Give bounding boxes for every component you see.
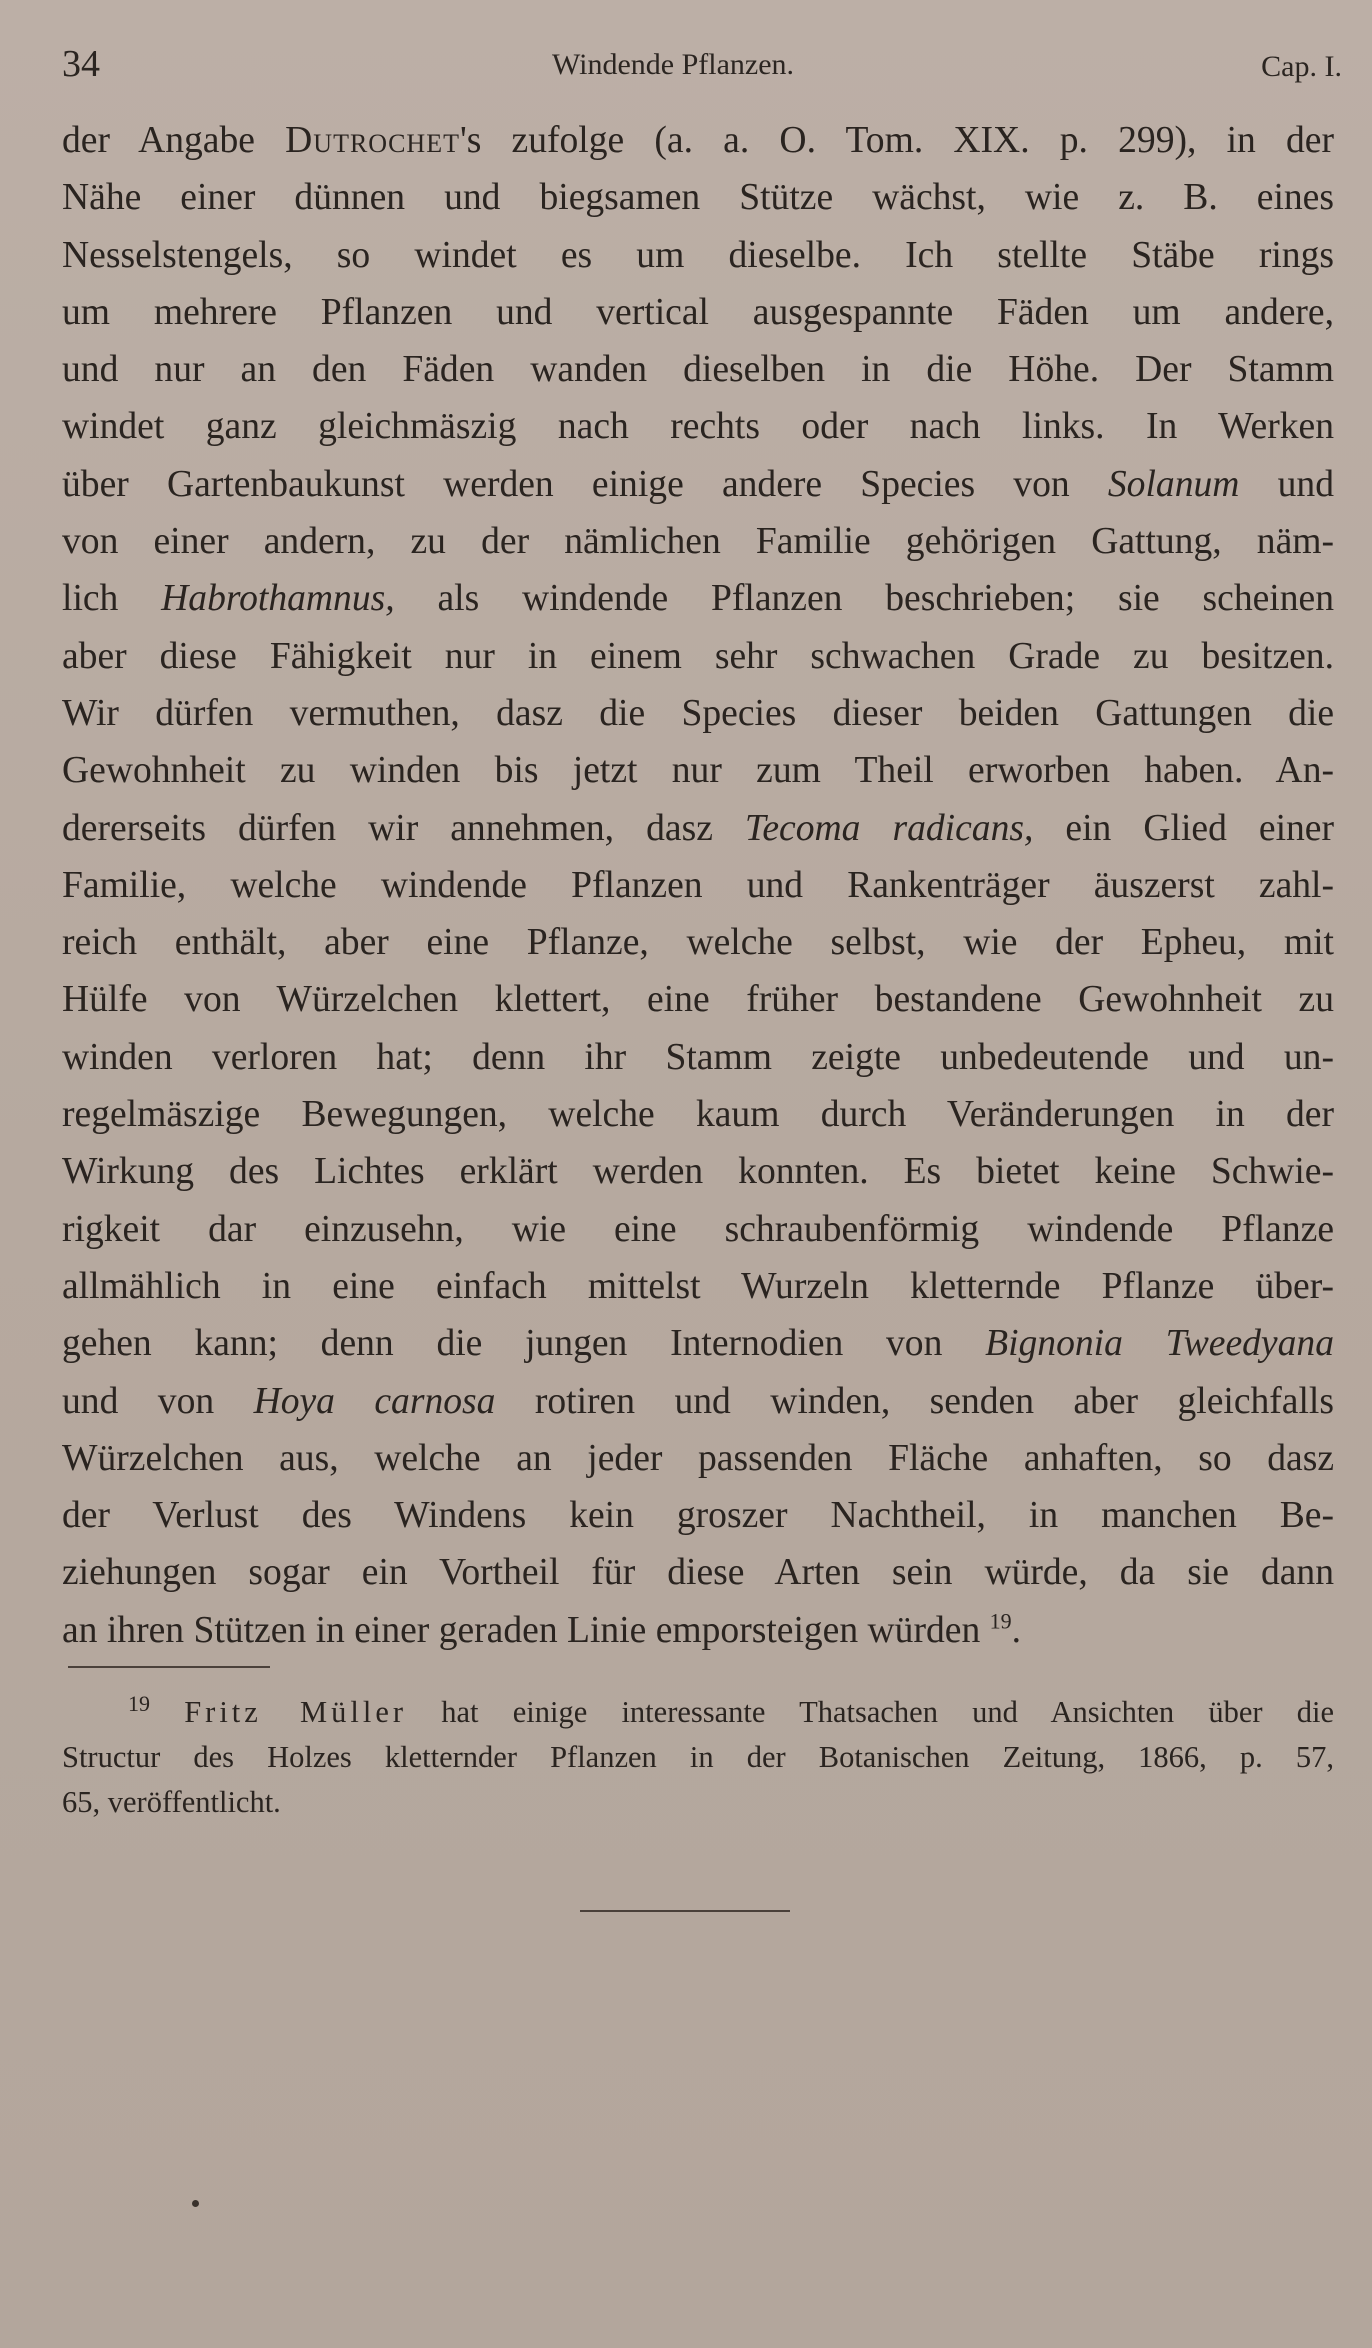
text-line: Familie, welche windende Pflanzen und Rankenträger äuszerst zahl-: [62, 864, 1334, 906]
text-line: an ihren Stützen in einer geraden Linie emporsteigen würden $^{19}$.: [62, 1608, 1022, 1651]
text-line: allmählich in eine einfach mittelst Wurzeln kletternde Pflanze über-: [62, 1265, 1334, 1307]
text-line: Nesselstengels, so windet es um dieselbe. Ich stellte Stäbe rings: [62, 234, 1334, 276]
text-line: reich enthält, aber eine Pflanze, welche selbst, wie der Epheu, mit: [62, 922, 1334, 964]
text-line: rigkeit dar einzusehn, wie eine schraubenförmig windende Pflanze: [62, 1208, 1334, 1250]
text-line: winden verloren hat; denn ihr Stamm zeigte unbedeutende und un-: [62, 1036, 1334, 1078]
species-name: Bignonia Tweedyana: [985, 1323, 1334, 1365]
text-line: Gewohnheit zu winden bis jetzt nur zum Theil erworben haben. An-: [62, 750, 1334, 792]
page-speck: [192, 2200, 199, 2207]
footnote-divider: [68, 1666, 270, 1668]
footnote-number: 19: [128, 1690, 150, 1716]
text-line: windet ganz gleichmäszig nach rechts oder nach links. In Werken: [62, 406, 1334, 448]
author-name: Dutrochet: [285, 120, 460, 161]
section-end-divider: [580, 1910, 790, 1912]
species-name: Hoya carnosa: [253, 1380, 496, 1422]
text-line: und von Hoya carnosa rotiren und winden, senden aber gleichfalls: [62, 1380, 1334, 1422]
chapter-label: Cap. I.: [1261, 50, 1342, 83]
footnote-line: 65, veröffentlicht.: [62, 1785, 281, 1819]
text-line: Wirkung des Lichtes erklärt werden konnten. Es bietet keine Schwie-: [62, 1151, 1334, 1193]
main-text: [62, 112, 1334, 1659]
text-line: um mehrere Pflanzen und vertical ausgespannte Fäden um andere,: [62, 291, 1334, 333]
text-line: von einer andern, zu der nämlichen Familie gehörigen Gattung, näm-: [62, 521, 1334, 563]
text-line: Hülfe von Würzelchen klettert, eine früher bestandene Gewohnheit zu: [62, 979, 1334, 1021]
species-name: Tecoma radicans,: [744, 807, 1034, 849]
footnote-line: Structur des Holzes kletternder Pflanzen in der Botanischen Zeitung, 1866, p. 57,: [62, 1740, 1334, 1774]
text-line: der Angabe Dutrochet's zufolge (a. a. O. Tom. XIX. p. 299), in der: [62, 120, 1334, 161]
text-line: regelmäszige Bewegungen, welche kaum durch Veränderungen in der: [62, 1094, 1334, 1136]
text-line: aber diese Fähigkeit nur in einem sehr schwachen Grade zu besitzen.: [62, 635, 1334, 677]
footnote: [62, 1690, 1334, 1825]
genus-name: Solanum: [1107, 463, 1240, 505]
page-header: [62, 42, 1342, 92]
footnote-author: Fritz Müller: [184, 1695, 408, 1729]
text-line: der Verlust des Windens kein groszer Nachtheil, in manchen Be-: [62, 1495, 1334, 1537]
text-line: Wir dürfen vermuthen, dasz die Species dieser beiden Gattungen die: [62, 692, 1334, 734]
text-line: Würzelchen aus, welche an jeder passenden Fläche anhaften, so dasz: [62, 1437, 1334, 1479]
running-title: Windende Pflanzen.: [552, 48, 795, 81]
footnote-reference[interactable]: 19: [989, 1608, 1012, 1634]
text-line: ziehungen sogar ein Vortheil für diese Arten sein würde, da sie dann: [62, 1552, 1334, 1594]
text-line: Nähe einer dünnen und biegsamen Stütze wächst, wie z. B. eines: [62, 177, 1334, 219]
page-number: 34: [62, 43, 100, 85]
text-line: dererseits dürfen wir annehmen, dasz Tecoma radicans, ein Glied einer: [62, 807, 1334, 849]
text-line: lich Habrothamnus, als windende Pflanzen beschrieben; sie scheinen: [62, 578, 1334, 620]
text-line: gehen kann; denn die jungen Internodien von Bignonia Tweedyana: [62, 1323, 1334, 1365]
footnote-line: $^{19}$ Fritz Müller hat einige interessante Thatsachen und Ansichten über die: [128, 1690, 1334, 1729]
text-line: über Gartenbaukunst werden einige andere Species von Solanum und: [62, 463, 1334, 505]
text-line: und nur an den Fäden wanden dieselben in die Höhe. Der Stamm: [62, 349, 1334, 391]
genus-name: Habrothamnus,: [161, 578, 395, 620]
